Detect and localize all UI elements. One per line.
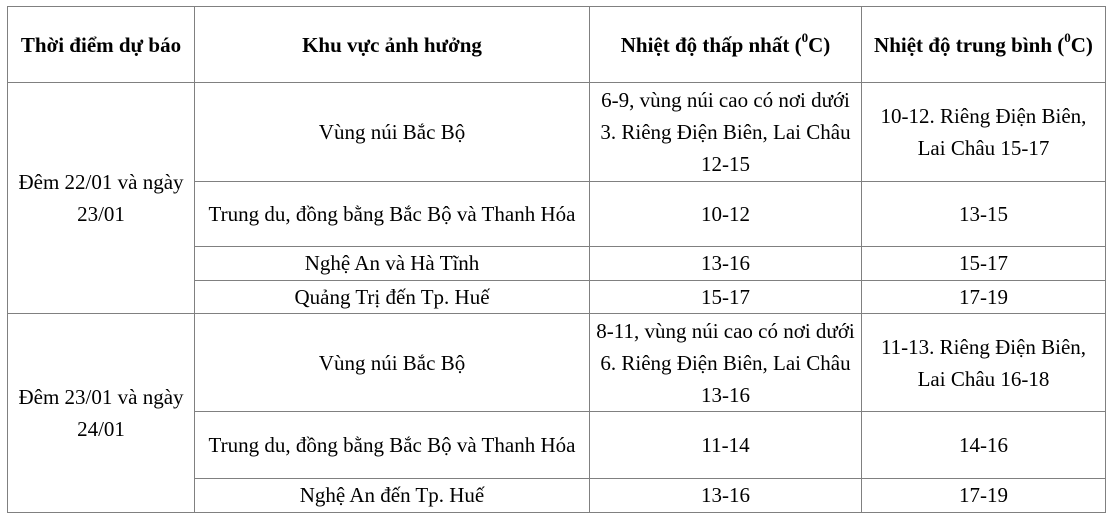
header-avg-temp	[862, 7, 1106, 83]
header-min-temp	[590, 7, 862, 83]
area-cell: Trung du, đồng bằng Bắc Bộ và Thanh Hóa	[195, 181, 590, 246]
area-cell: Trung du, đồng bằng Bắc Bộ và Thanh Hóa	[195, 412, 590, 479]
avg-temp-cell: 14-16	[862, 412, 1106, 479]
degree-superscript: 0	[1064, 29, 1071, 45]
min-temp-cell: 8-11, vùng núi cao có nơi dưới 6. Riêng Điện Biên, Lai Châu 13-16	[590, 314, 862, 412]
avg-temp-cell: 13-15	[862, 181, 1106, 246]
degree-superscript: 0	[801, 29, 809, 45]
min-temp-cell: 6-9, vùng núi cao có nơi dưới 3. Riêng Điện Biên, Lai Châu 12-15	[590, 83, 862, 182]
area-cell: Nghệ An đến Tp. Huế	[195, 478, 590, 512]
table-row	[8, 83, 1106, 182]
avg-temp-cell: 15-17	[862, 246, 1106, 280]
area-cell: Quảng Trị đến Tp. Huế	[195, 280, 590, 313]
avg-temp-cell: 17-19	[862, 280, 1106, 313]
min-temp-cell: 15-17	[590, 280, 862, 313]
table-row	[8, 314, 1106, 412]
header-area: Khu vực ảnh hưởng	[195, 7, 590, 83]
time-cell: Đêm 22/01 và ngày 23/01	[8, 83, 195, 314]
header-min-temp-prefix: Nhiệt độ thấp nhất (	[620, 32, 802, 57]
header-avg-temp-prefix: Nhiệt độ trung bình (	[874, 32, 1065, 57]
area-cell: Nghệ An và Hà Tĩnh	[195, 246, 590, 280]
min-temp-cell: 13-16	[590, 246, 862, 280]
header-time: Thời điểm dự báo	[8, 7, 195, 83]
avg-temp-cell: 11-13. Riêng Điện Biên, Lai Châu 16-18	[862, 314, 1106, 412]
forecast-table	[7, 6, 1106, 513]
area-cell: Vùng núi Bắc Bộ	[195, 83, 590, 182]
min-temp-cell: 10-12	[590, 181, 862, 246]
time-cell: Đêm 23/01 và ngày 24/01	[8, 314, 195, 513]
avg-temp-cell: 10-12. Riêng Điện Biên, Lai Châu 15-17	[862, 83, 1106, 182]
min-temp-cell: 13-16	[590, 478, 862, 512]
min-temp-cell: 11-14	[590, 412, 862, 479]
header-row	[8, 7, 1106, 83]
header-min-temp-suffix: C)	[808, 32, 831, 57]
header-avg-temp-suffix: C)	[1070, 32, 1093, 57]
avg-temp-cell: 17-19	[862, 478, 1106, 512]
area-cell: Vùng núi Bắc Bộ	[195, 314, 590, 412]
